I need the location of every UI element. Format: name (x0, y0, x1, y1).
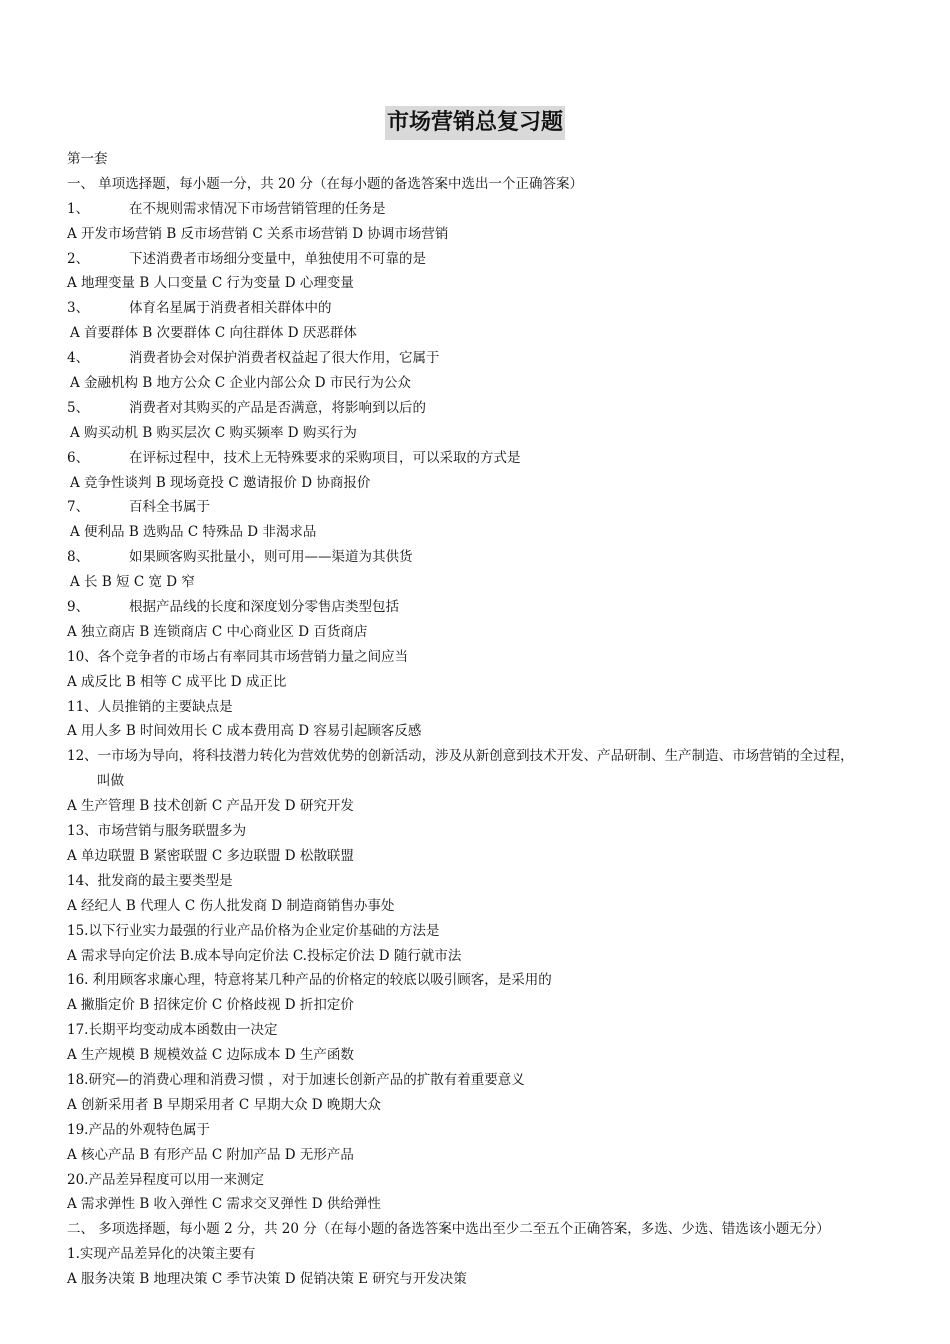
multi-question-1: 1.实现产品差异化的决策主要有 (67, 1246, 256, 1263)
page-title: 市场营销总复习题 (385, 106, 565, 140)
question-3-options: A 首要群体 B 次要群体 C 向往群体 D 厌恶群体 (70, 325, 357, 342)
question-12: 12、一市场为导向，将科技潜力转化为营效优势的创新活动，涉及从新创意到技术开发、产品研制、生产制造、市场营销的全过程， (67, 748, 854, 765)
question-16-options: A 撇脂定价 B 招徕定价 C 价格歧视 D 折扣定价 (67, 997, 354, 1014)
question-17: 17.长期平均变动成本函数由一决定 (67, 1022, 278, 1039)
question-7: 7、 百科全书属于 (67, 499, 210, 516)
question-16: 16. 利用顾客求廉心理，特意将某几种产品的价格定的较底以吸引顾客，是采用的 (67, 972, 552, 989)
set-label: 第一套 (67, 151, 108, 167)
question-6: 6、 在评标过程中，技术上无特殊要求的采购项目，可以采取的方式是 (67, 449, 521, 466)
question-13: 13、市场营销与服务联盟多为 (67, 823, 247, 840)
question-2: 2、 下述消费者市场细分变量中，单独使用不可靠的是 (67, 250, 426, 267)
question-20-options: A 需求弹性 B 收入弹性 C 需求交叉弹性 D 供给弹性 (67, 1196, 381, 1213)
question-5: 5、 消费者对其购买的产品是否满意，将影响到以后的 (67, 399, 426, 416)
question-3: 3、 体育名星属于消费者相关群体中的 (67, 300, 332, 317)
question-4: 4、 消费者协会对保护消费者权益起了很大作用，它属于 (67, 350, 440, 367)
question-17-options: A 生产规模 B 规模效益 C 边际成本 D 生产函数 (67, 1047, 354, 1064)
question-19: 19.产品的外观特色属于 (67, 1121, 210, 1138)
question-10: 10、各个竞争者的市场占有率同其市场营销力量之间应当 (67, 648, 409, 665)
question-12-continued: 叫做 (97, 773, 124, 790)
question-12-options: A 生产管理 B 技术创新 C 产品开发 D 研究开发 (67, 798, 354, 815)
question-13-options: A 单边联盟 B 紧密联盟 C 多边联盟 D 松散联盟 (67, 847, 354, 864)
question-8: 8、 如果顾客购买批量小，则可用——渠道为其供货 (67, 549, 413, 566)
question-10-options: A 成反比 B 相等 C 成平比 D 成正比 (67, 673, 287, 690)
question-18: 18.研究—的消费心理和消费习惯 ，对于加速长创新产品的扩散有着重要意义 (67, 1071, 525, 1088)
question-11: 11、人员推销的主要缺点是 (67, 698, 233, 715)
document-body (67, 147, 897, 1292)
section-heading-single-choice: 一、 单项选择题，每小题一分，共 20 分（在每小题的备选答案中选出一个正确答案） (67, 175, 584, 192)
multi-question-1-options: A 服务决策 B 地理决策 C 季节决策 D 促销决策 E 研究与开发决策 (67, 1271, 467, 1288)
question-19-options: A 核心产品 B 有形产品 C 附加产品 D 无形产品 (67, 1146, 354, 1163)
question-2-options: A 地理变量 B 人口变量 C 行为变量 D 心理变量 (67, 275, 354, 292)
question-4-options: A 金融机构 B 地方公众 C 企业内部公众 D 市民行为公众 (70, 375, 411, 392)
question-5-options: A 购买动机 B 购买层次 C 购买频率 D 购买行为 (70, 424, 357, 441)
question-14-options: A 经纪人 B 代理人 C 伤人批发商 D 制造商销售办事处 (67, 897, 395, 914)
question-14: 14、批发商的最主要类型是 (67, 872, 233, 889)
question-9: 9、 根据产品线的长度和深度划分零售店类型包括 (67, 599, 399, 616)
section-heading-multiple-choice: 二、 多项选择题，每小题 2 分，共 20 分（在每小题的备选答案中选出至少二至五个正确答案，多选、少选、错选该小题无分） (67, 1221, 830, 1238)
question-11-options: A 用人多 B 时间效用长 C 成本费用高 D 容易引起顾客反感 (67, 723, 422, 740)
question-6-options: A 竞争性谈判 B 现场竟投 C 邀请报价 D 协商报价 (70, 474, 371, 491)
question-1-options: A 开发市场营销 B 反市场营销 C 关系市场营销 D 协调市场营销 (67, 225, 449, 242)
question-20: 20.产品差异程度可以用一来测定 (67, 1171, 264, 1188)
question-9-options: A 独立商店 B 连锁商店 C 中心商业区 D 百货商店 (67, 623, 368, 640)
question-7-options: A 便利品 B 选购品 C 特殊品 D 非渴求品 (70, 524, 317, 541)
question-15-options: A 需求导向定价法 B.成本导向定价法 C.投标定价法 D 随行就市法 (67, 947, 462, 964)
question-1: 1、 在不规则需求情况下市场营销管理的任务是 (67, 200, 386, 217)
question-15: 15.以下行业实力最强的行业产品价格为企业定价基础的方法是 (67, 922, 440, 939)
question-18-options: A 创新采用者 B 早期采用者 C 早期大众 D 晚期大众 (67, 1096, 381, 1113)
question-8-options: A 长 B 短 C 宽 D 窄 (70, 574, 195, 591)
